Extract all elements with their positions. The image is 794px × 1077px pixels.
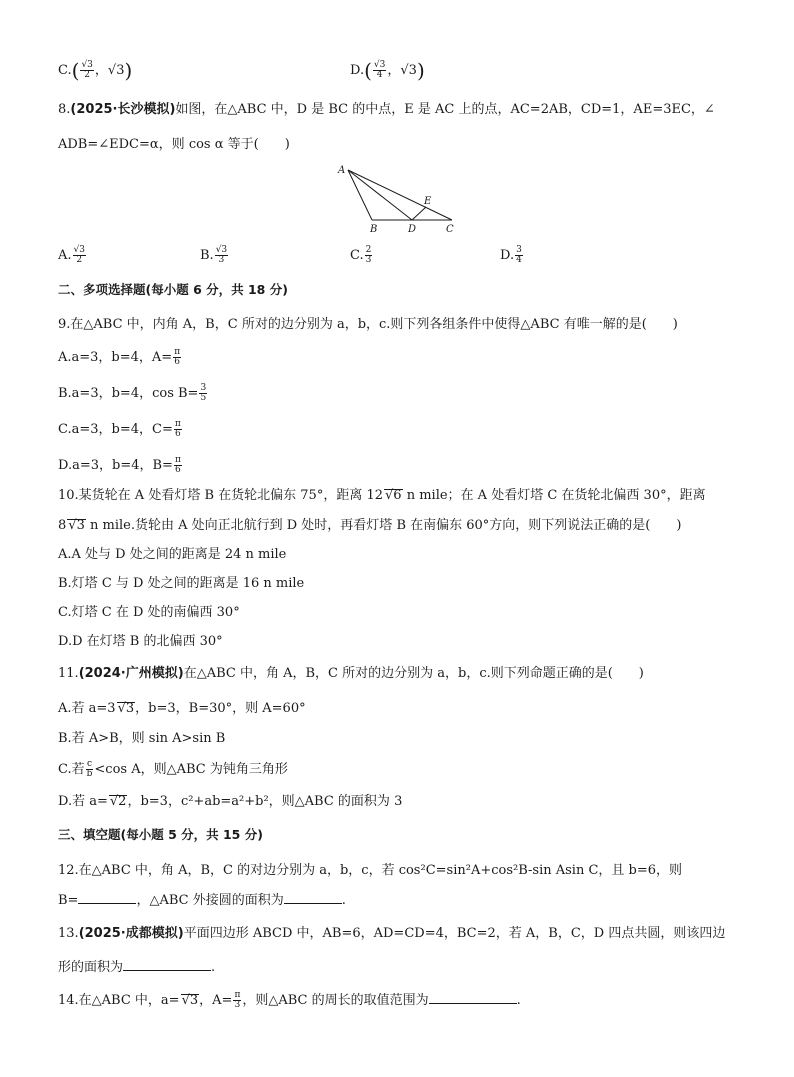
- q10-option-d: D.D 在灯塔 B 的北偏西 30°: [58, 634, 223, 649]
- q8-option-c: C. $\frac{2}{3}$: [350, 245, 372, 265]
- q10-line2: 8 √3 n mile.货轮由 A 处向正北航行到 D 处时，再看灯塔 B 在南偏东 60°方向，则下列说法正确的是( ): [58, 518, 682, 533]
- q12-line1: 12.在△ABC 中，角 A，B，C 的对边分别为 a，b，c，若 cos²C=sin²A+cos²B-sin Asin C，且 b=6，则: [58, 863, 683, 878]
- segment-ab: [348, 170, 372, 220]
- label-b: B: [370, 224, 378, 235]
- q11-option-c: C.若 $\frac{c}{b}$ <cos A，则△ABC 为钝角三角形: [58, 759, 288, 779]
- segment-de: [412, 207, 426, 220]
- q12-line2: B= ，△ABC 外接圆的面积为 .: [58, 893, 346, 908]
- answer-blank[interactable]: [123, 958, 211, 971]
- triangle-figure: [330, 160, 460, 235]
- q11-option-a: A.若 a=3 √3，b=3，B=30°，则 A=60°: [58, 701, 306, 716]
- q14-line: 14.在△ABC 中，a= √3，A= $\frac{\pi}{3}$ ，则△ABC 的周长的取值范围为 .: [58, 990, 521, 1010]
- label-c: C: [446, 224, 454, 235]
- q8-line1: 8.(2025·长沙模拟)如图，在△ABC 中，D 是 BC 的中点，E 是 AC 上的点，AC=2AB，CD=1，AE=3EC，∠: [58, 102, 715, 117]
- q10-option-c: C.灯塔 C 在 D 处的南偏西 30°: [58, 605, 240, 620]
- q9-option-d: D.a=3，b=4，B= $\frac{\pi}{6}$: [58, 455, 181, 475]
- q10-line1: 10.某货轮在 A 处看灯塔 B 在货轮北偏东 75°，距离 12 √6 n mile；在 A 处看灯塔 C 在货轮北偏西 30°，距离: [58, 488, 706, 503]
- answer-blank[interactable]: [284, 891, 342, 904]
- fraction: $\frac{√3}{2}$: [81, 60, 93, 80]
- q10-option-b: B.灯塔 C 与 D 处之间的距离是 16 n mile: [58, 576, 305, 591]
- q11-option-b: B.若 A>B，则 sin A>sin B: [58, 731, 226, 746]
- q8-option-a: A. $\frac{√3}{2}$: [58, 245, 85, 265]
- q8-option-b: B. $\frac{√3}{3}$: [200, 245, 228, 265]
- section-2-heading: 二、多项选择题(每小题 6 分，共 18 分): [58, 282, 288, 297]
- q11-option-d: D.若 a= √2，b=3，c²+ab=a²+b²，则△ABC 的面积为 3: [58, 794, 403, 809]
- label-d: D: [408, 224, 417, 235]
- answer-blank[interactable]: [78, 891, 136, 904]
- q9-stem: 9.在△ABC 中，内角 A，B，C 所对的边分别为 a，b，c.则下列各组条件中使得△ABC 有唯一解的是( ): [58, 317, 678, 332]
- q13-line2: 形的面积为 .: [58, 960, 216, 975]
- q8-line2: ADB=∠EDC=α，则 cos α 等于( ): [58, 137, 290, 152]
- option-c-prev: C.( $\frac{√3}{2}$ ，√3): [58, 58, 133, 83]
- q9-option-a: A.a=3，b=4，A= $\frac{\pi}{6}$: [58, 347, 181, 367]
- label-e: E: [424, 196, 432, 207]
- q10-option-a: A.A 处与 D 处之间的距离是 24 n mile: [58, 547, 287, 562]
- q9-option-c: C.a=3，b=4，C= $\frac{\pi}{6}$: [58, 419, 181, 439]
- option-d-prev: D.( $\frac{√3}{4}$ ，√3): [350, 58, 425, 83]
- answer-blank[interactable]: [429, 991, 517, 1004]
- fraction: $\frac{√3}{4}$: [373, 60, 386, 80]
- q8-option-d: D. $\frac{3}{4}$: [500, 245, 522, 265]
- radical: √3: [68, 518, 85, 533]
- radical: √6: [385, 488, 402, 503]
- segment-ad: [348, 170, 412, 220]
- q9-option-b: B.a=3，b=4，cos B= $\frac{3}{5}$: [58, 383, 207, 403]
- q13-line1: 13.(2025·成都模拟)平面四边形 ABCD 中，AB=6，AD=CD=4，BC=2，若 A，B，C，D 四点共圆，则该四边: [58, 926, 726, 941]
- segment-ac: [348, 170, 452, 220]
- label-a: A: [338, 165, 346, 176]
- q11-stem: 11.(2024·广州模拟)在△ABC 中，角 A，B，C 所对的边分别为 a，b，c.则下列命题正确的是( ): [58, 666, 644, 681]
- section-3-heading: 三、填空题(每小题 5 分，共 15 分): [58, 827, 263, 842]
